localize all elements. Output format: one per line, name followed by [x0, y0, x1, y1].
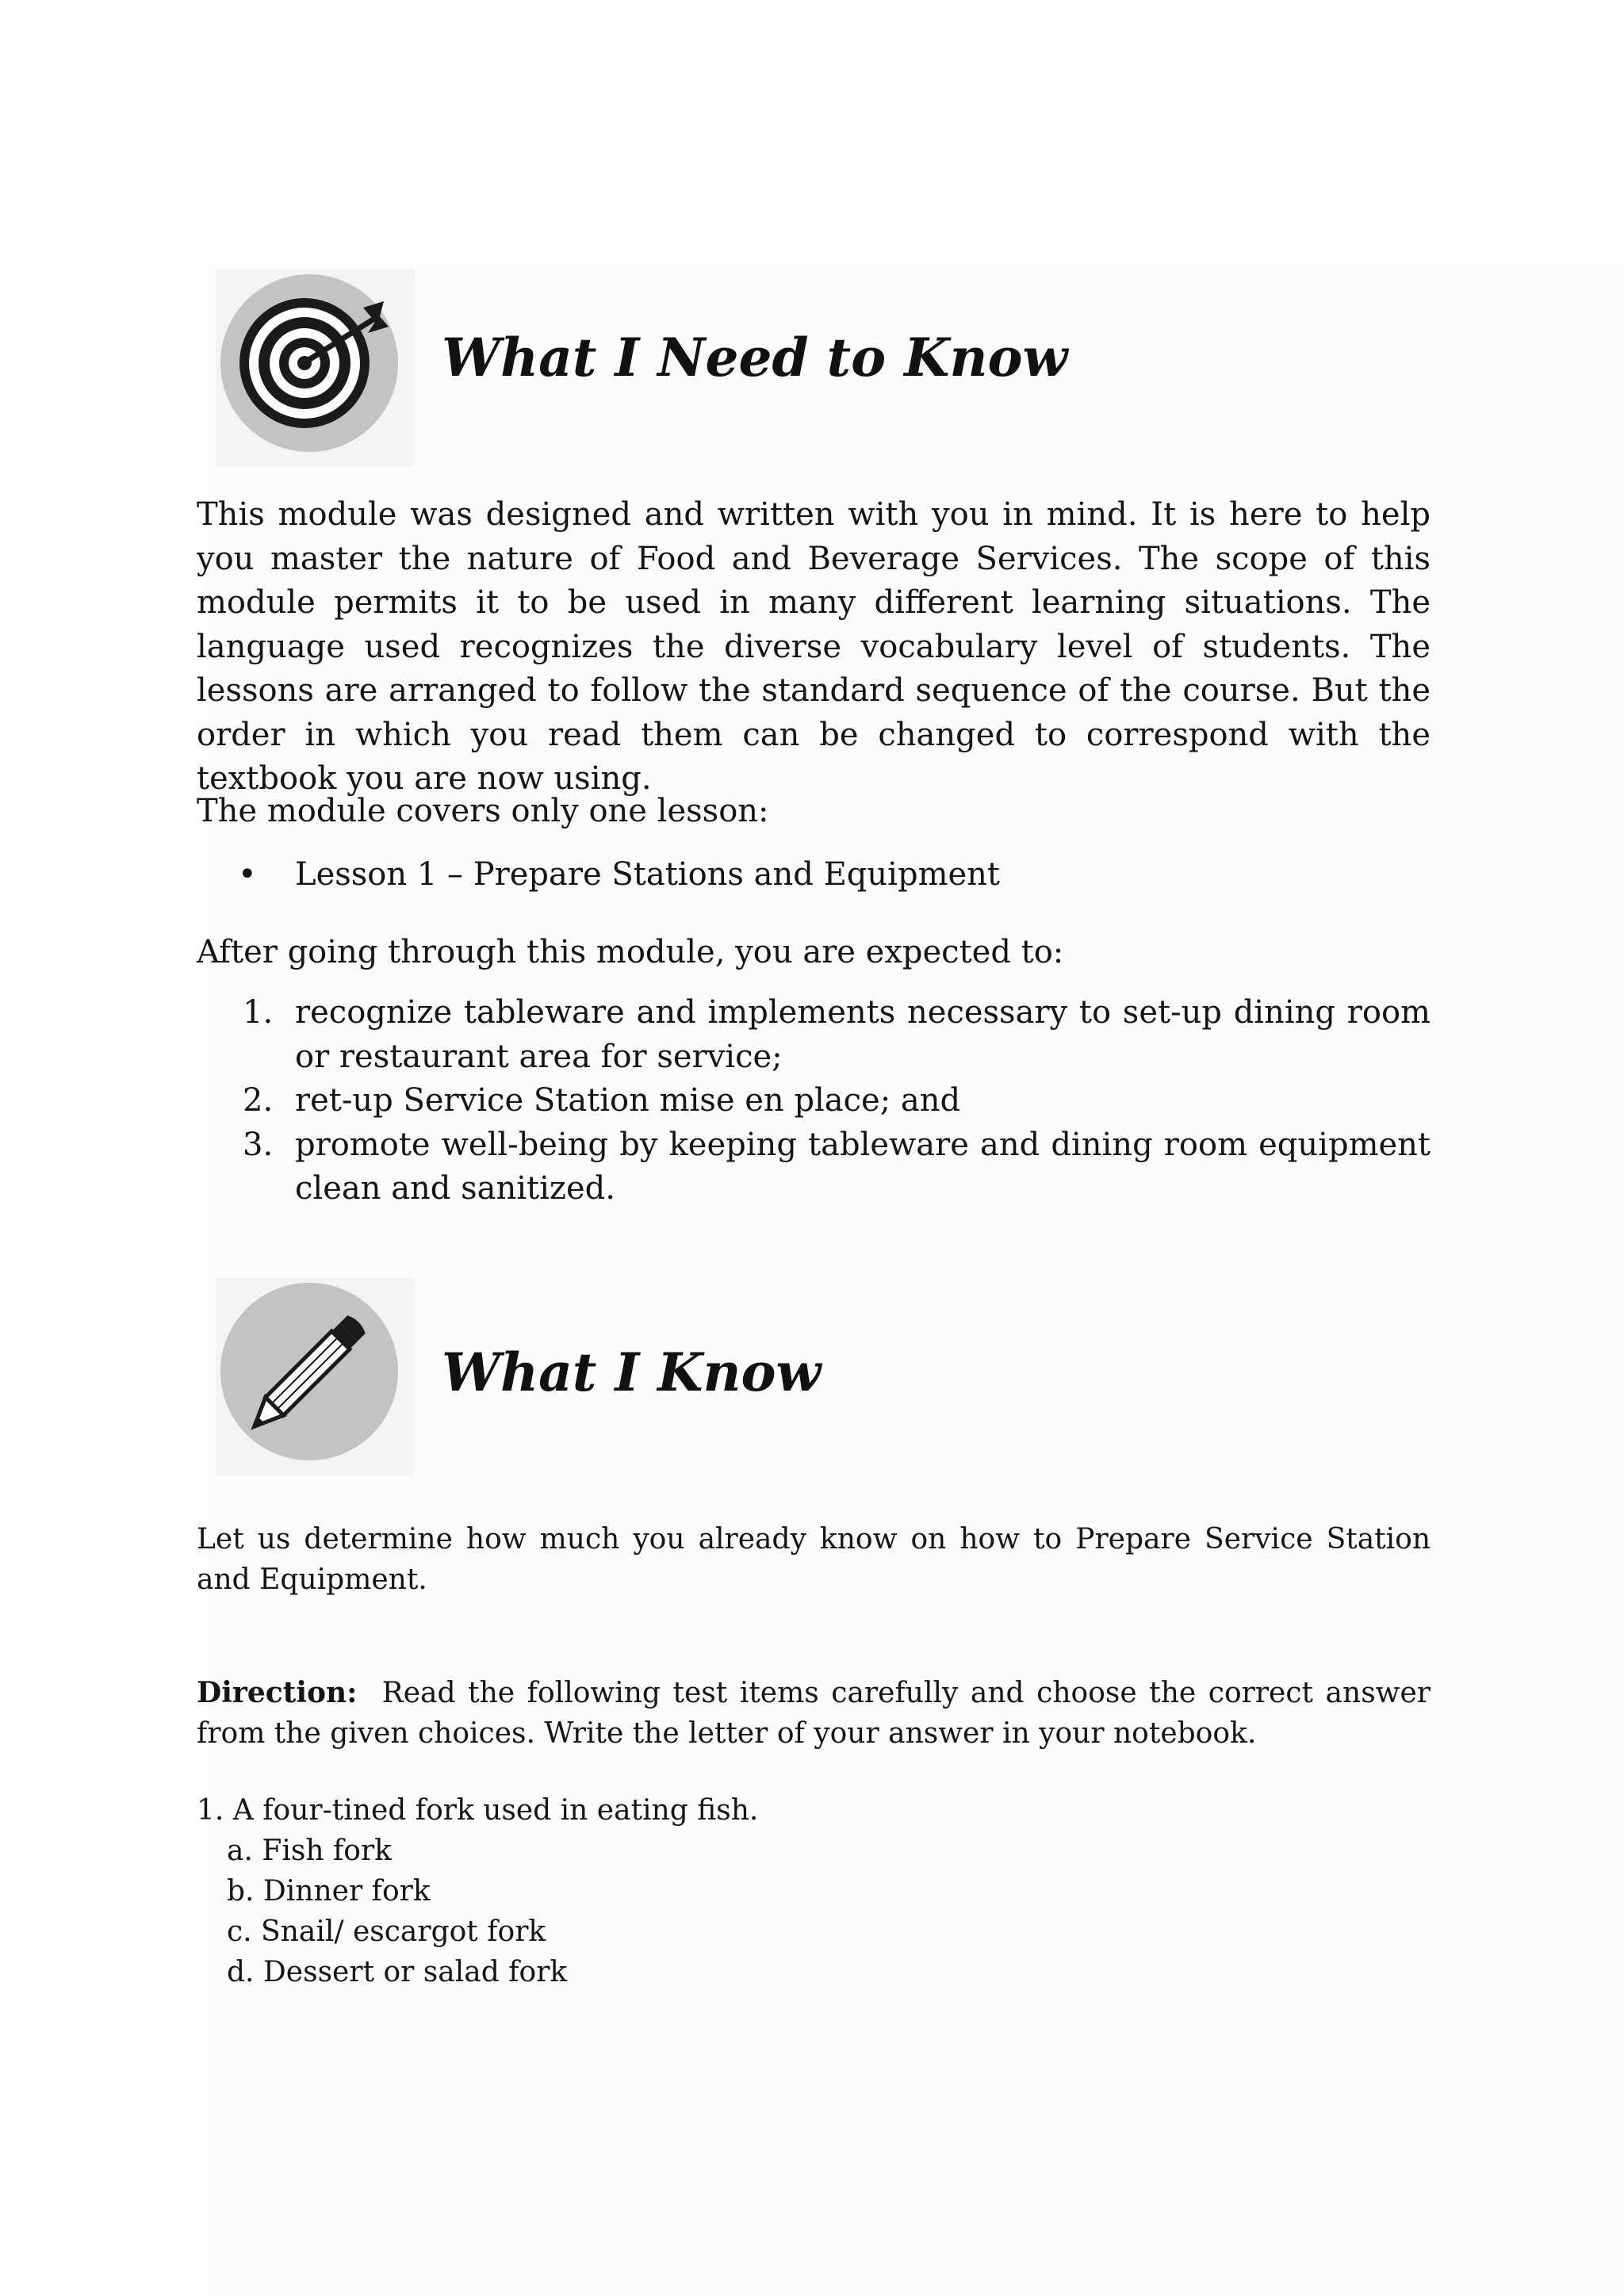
expected-text: After going through this module, you are expected to:	[197, 934, 1064, 970]
target-arrow-icon	[216, 270, 414, 468]
pencil-icon	[216, 1278, 414, 1476]
list-number: 3.	[243, 1126, 274, 1163]
section-title: What I Know	[442, 1341, 822, 1403]
what-i-know-intro: Let us determine how much you already know on how to Prepare Service Station and Equipment.	[197, 1523, 1431, 1596]
bullet-icon: •	[238, 856, 257, 893]
question-item	[197, 1790, 758, 1992]
objectives-list	[197, 991, 1431, 1211]
list-item	[238, 853, 1000, 897]
objective-text: recognize tableware and implements necessary to set-up dining room or restaurant area for service;	[295, 994, 1431, 1075]
lesson-label: Lesson 1 – Prepare Stations and Equipment	[295, 856, 1001, 893]
answer-choice: c. Snail/ escargot fork	[227, 1915, 546, 1948]
answer-choice: d. Dessert or salad fork	[227, 1956, 568, 1988]
section-header-need-to-know	[208, 270, 1477, 468]
direction-label: Direction:	[197, 1676, 358, 1709]
list-item	[197, 1079, 1431, 1123]
direction-paragraph	[197, 1673, 1431, 1754]
section-header-what-i-know	[208, 1278, 1477, 1476]
list-number: 2.	[243, 1082, 274, 1119]
answer-choice: b. Dinner fork	[227, 1875, 431, 1908]
covers-text: The module covers only one lesson:	[197, 793, 769, 829]
question-stem: 1. A four-tined fork used in eating fish.	[197, 1794, 759, 1827]
objective-text: ret-up Service Station mise en place; and	[295, 1082, 961, 1119]
list-number: 1.	[243, 994, 274, 1031]
list-item	[197, 1123, 1431, 1211]
objective-text: promote well-being by keeping tableware and dining room equipment clean and sanitized.	[295, 1126, 1431, 1207]
direction-text: Read the following test items carefully and choose the correct answer from the given choices. Write the letter of your answer in your notebook.	[197, 1677, 1431, 1750]
answer-choice: a. Fish fork	[227, 1835, 392, 1867]
section-title: What I Need to Know	[442, 327, 1068, 388]
list-item	[197, 991, 1431, 1079]
intro-paragraph: This module was designed and written with you in mind. It is here to help you master the nature of Food and Beverage Services. The scope of this module permits it to be used in many different learning situations. The language used recognizes the diverse vocabulary level of students. The lessons are arranged to follow the standard sequence of the course. But the order in which you read them can be changed to correspond with the textbook you are now using.	[197, 496, 1431, 797]
